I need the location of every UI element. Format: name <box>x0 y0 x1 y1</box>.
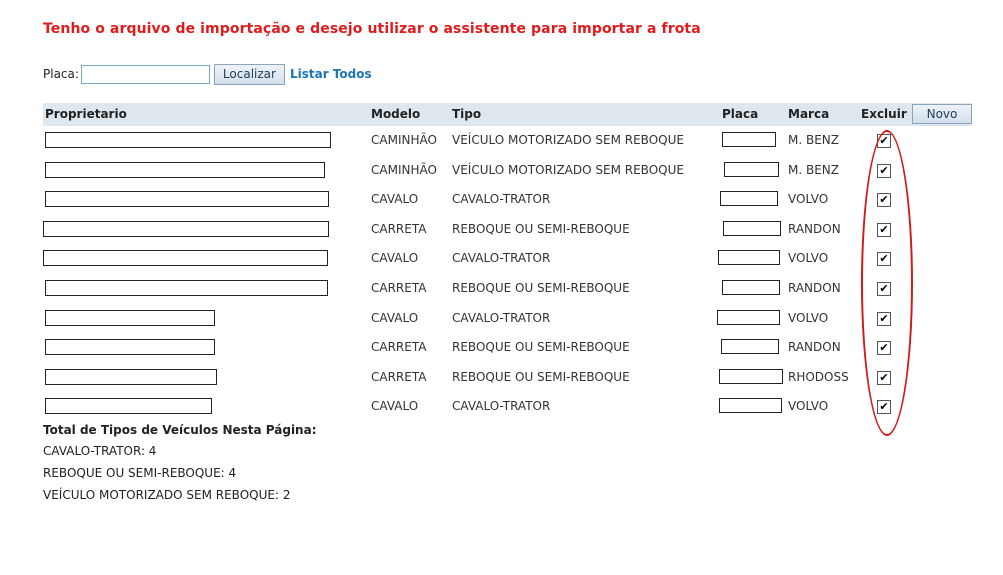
tipo-cell: CAVALO-TRATOR <box>452 310 551 325</box>
check-icon: ✔ <box>879 341 889 355</box>
col-tipo: Tipo <box>452 107 482 121</box>
placa-field-redacted <box>719 398 782 413</box>
search-bar <box>43 63 372 85</box>
localizar-button[interactable]: Localizar <box>214 64 285 85</box>
marca-cell: VOLVO <box>788 399 829 414</box>
table-body <box>43 126 972 422</box>
owner-field-redacted <box>45 191 329 207</box>
marca-cell: RANDON <box>788 280 841 295</box>
modelo-cell: CAVALO <box>371 251 419 266</box>
table-row <box>43 126 972 156</box>
check-icon: ✔ <box>879 252 889 266</box>
owner-field-redacted <box>45 369 217 385</box>
table-row <box>43 333 972 363</box>
table-row <box>43 304 972 334</box>
summary-line: CAVALO-TRATOR: 4 <box>43 444 157 458</box>
col-excluir: Excluir <box>861 107 907 121</box>
placa-field-redacted <box>721 339 779 354</box>
marca-cell: M. BENZ <box>788 162 839 177</box>
owner-field-redacted <box>45 280 328 296</box>
modelo-cell: CAVALO <box>371 310 419 325</box>
modelo-cell: CARRETA <box>371 221 427 236</box>
tipo-cell: CAVALO-TRATOR <box>452 192 551 207</box>
table-row <box>43 363 972 393</box>
excluir-checkbox[interactable] <box>877 134 891 148</box>
check-icon: ✔ <box>879 134 889 147</box>
marca-cell: VOLVO <box>788 310 829 325</box>
col-proprietario: Proprietario <box>45 107 127 121</box>
check-icon: ✔ <box>879 163 889 177</box>
marca-cell: VOLVO <box>788 251 829 266</box>
table-row <box>43 244 972 274</box>
excluir-checkbox[interactable] <box>877 164 891 178</box>
marca-cell: VOLVO <box>788 192 829 207</box>
table-row <box>43 274 972 304</box>
tipo-cell: CAVALO-TRATOR <box>452 251 551 266</box>
owner-field-redacted <box>45 310 215 326</box>
owner-field-redacted <box>45 132 331 148</box>
col-placa: Placa <box>722 107 759 121</box>
excluir-checkbox[interactable] <box>877 341 891 355</box>
table-row <box>43 392 972 422</box>
marca-cell: M. BENZ <box>788 133 839 147</box>
excluir-checkbox[interactable] <box>877 252 891 266</box>
fleet-table <box>43 103 972 422</box>
placa-field-redacted <box>722 280 780 295</box>
modelo-cell: CARRETA <box>371 280 427 295</box>
check-icon: ✔ <box>879 400 889 414</box>
excluir-checkbox[interactable] <box>877 193 891 207</box>
owner-field-redacted <box>45 398 212 414</box>
owner-field-redacted <box>43 250 328 266</box>
placa-field-redacted <box>720 191 778 206</box>
check-icon: ✔ <box>879 193 889 207</box>
summary-line: VEÍCULO MOTORIZADO SEM REBOQUE: 2 <box>43 488 291 502</box>
novo-button[interactable]: Novo <box>912 104 972 124</box>
modelo-cell: CAMINHÃO <box>371 133 437 147</box>
modelo-cell: CAMINHÃO <box>371 162 437 177</box>
table-row <box>43 215 972 245</box>
modelo-cell: CARRETA <box>371 369 427 384</box>
marca-cell: RANDON <box>788 340 841 355</box>
placa-field-redacted <box>723 221 781 236</box>
placa-field-redacted <box>724 162 779 177</box>
tipo-cell: VEÍCULO MOTORIZADO SEM REBOQUE <box>452 133 684 147</box>
tipo-cell: CAVALO-TRATOR <box>452 399 551 414</box>
modelo-cell: CAVALO <box>371 192 419 207</box>
placa-field-redacted <box>717 310 780 325</box>
check-icon: ✔ <box>879 370 889 384</box>
placa-label: Placa: <box>43 67 79 81</box>
check-icon: ✔ <box>879 281 889 295</box>
excluir-checkbox[interactable] <box>877 400 891 414</box>
table-row <box>43 185 972 215</box>
placa-field-redacted <box>722 132 776 147</box>
listar-todos-link[interactable]: Listar Todos <box>289 67 372 81</box>
summary-section <box>43 423 317 510</box>
tipo-cell: REBOQUE OU SEMI-REBOQUE <box>452 340 630 355</box>
table-row <box>43 156 972 186</box>
excluir-checkbox[interactable] <box>877 223 891 237</box>
marca-cell: RHODOSS <box>788 369 849 384</box>
modelo-cell: CARRETA <box>371 340 427 355</box>
summary-line: REBOQUE OU SEMI-REBOQUE: 4 <box>43 466 237 480</box>
col-modelo: Modelo <box>371 107 421 121</box>
excluir-checkbox[interactable] <box>877 312 891 326</box>
excluir-checkbox[interactable] <box>877 282 891 296</box>
placa-field-redacted <box>719 369 783 384</box>
tipo-cell: VEÍCULO MOTORIZADO SEM REBOQUE <box>452 162 684 177</box>
summary-title: Total de Tipos de Veículos Nesta Página: <box>43 423 317 437</box>
tipo-cell: REBOQUE OU SEMI-REBOQUE <box>452 280 630 295</box>
tipo-cell: REBOQUE OU SEMI-REBOQUE <box>452 221 630 236</box>
placa-search-input[interactable] <box>81 65 210 84</box>
marca-cell: RANDON <box>788 221 841 236</box>
import-assistant-link[interactable]: Tenho o arquivo de importação e desejo utilizar o assistente para importar a frota <box>43 21 701 37</box>
check-icon: ✔ <box>879 311 889 325</box>
excluir-checkbox[interactable] <box>877 371 891 385</box>
owner-field-redacted <box>45 339 215 355</box>
col-marca: Marca <box>788 107 830 121</box>
owner-field-redacted <box>43 221 329 237</box>
modelo-cell: CAVALO <box>371 399 419 414</box>
table-header <box>43 103 972 126</box>
placa-field-redacted <box>718 250 780 265</box>
owner-field-redacted <box>45 162 325 178</box>
check-icon: ✔ <box>879 222 889 236</box>
tipo-cell: REBOQUE OU SEMI-REBOQUE <box>452 369 630 384</box>
